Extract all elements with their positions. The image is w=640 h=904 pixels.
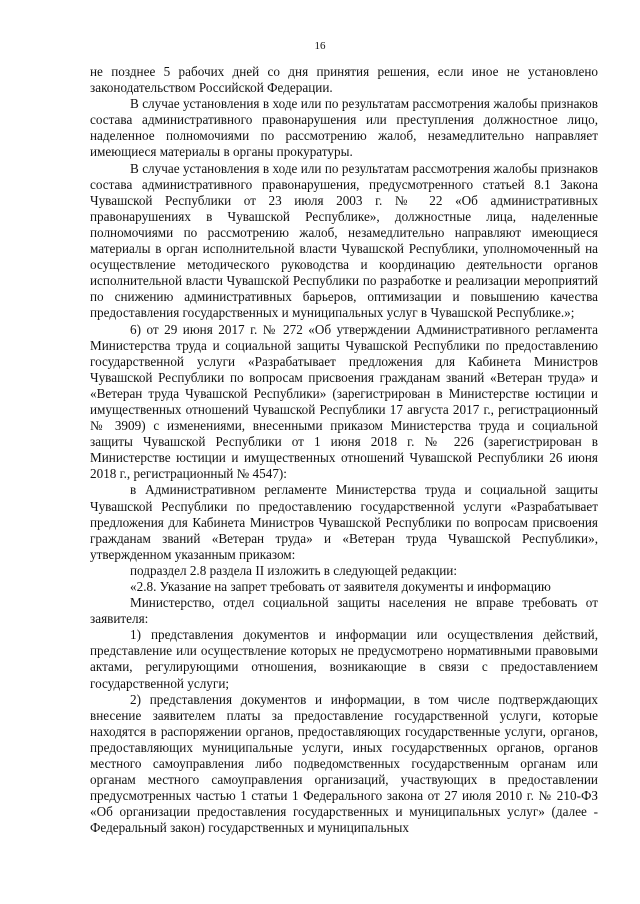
paragraph-regulation-amendment: в Административном регламенте Министерства труда и социальной защиты Чувашской Республики по предоставлению государственной услуги «Разрабатывает предложения для Кабинета Министров Чувашской Республики по вопросам присвоения гражданам званий «Ветеран труда» и «Ветеран труда Чувашской Республики», утвержденном указанным приказом: bbox=[90, 482, 598, 562]
paragraph-subsection-instruction: подраздел 2.8 раздела II изложить в следующей редакции: bbox=[130, 562, 458, 578]
document-body bbox=[90, 64, 598, 837]
list-item-1: 1) представления документов и информации или осуществления действий, представление или осуществление которых не предусмотрено нормативными правовыми актами, регулирующими отношения, возникающие в связи с предоставлением государственной услуги; bbox=[90, 627, 598, 691]
paragraph-administrative-offense-referral: В случае установления в ходе или по результатам рассмотрения жалобы признаков состава административного правонарушения, предусмотренного статьей 8.1 Закона Чувашской Республики от 23 июля 2003 г. № 22 «Об административных правонарушениях в Чувашской Республике», должностные лица, наделенные полномочиями по рассмотрению жалоб, незамедлительно направляют имеющиеся материалы в орган исполнительной власти Чувашской Республики, уполномоченный на осуществление методического руководства и координацию деятельности органов исполнительной власти Чувашской Республики по разработке и реализации мероприятий по снижению административных барьеров, оптимизации и повышению качества предоставления государственных и муниципальных услуг в Чувашской Республике.»; bbox=[90, 160, 598, 321]
list-item-2: 2) представления документов и информации, в том числе подтверждающих внесение заявителем платы за предоставление государственной услуги, которые находятся в распоряжении органов, предоставляющих государственные услуги, органов, предоставляющих муниципальные услуги, иных государственных органов, органов местного самоуправления либо подведомственных государственным органам или органам местного самоуправления организаций, участвующих в предоставлении предусмотренных частью 1 статьи 1 Федерального закона от 27 июля 2010 г. № 210-ФЗ «Об организации предоставления государственных и муниципальных услуг» (далее - Федеральный закон) государственных и муниципальных bbox=[90, 691, 598, 836]
paragraph-prosecutor-referral: В случае установления в ходе или по результатам рассмотрения жалобы признаков состава административного правонарушения или преступления должностное лицо, наделенное полномочиями по рассмотрению жалоб, незамедлительно направляет имеющиеся материалы в органы прокуратуры. bbox=[90, 96, 598, 160]
section-heading-2-8: «2.8. Указание на запрет требовать от заявителя документы и информацию bbox=[130, 579, 551, 594]
paragraph-item-6: 6) от 29 июня 2017 г. № 272 «Об утверждении Административного регламента Министерства труда и социальной защиты Чувашской Республики по предоставлению государственной услуги «Разрабатывает предложения для Кабинета Министров Чувашской Республики по вопросам присвоения гражданам званий «Ветеран труда» и «Ветеран труда Чувашской Республики» (зарегистрирован в Министерстве юстиции и имущественных отношений Чувашской Республики 17 августа 2017 г., регистрационный № 3909) с изменениями, внесенными приказом Министерства труда и социальной защиты Чувашской Республики от 1 июня 2018 г. № 226 (зарегистрирован в Министерстве юстиции и имущественных отношений Чувашской Республики 26 июня 2018 г., регистрационный № 4547): bbox=[90, 321, 598, 482]
paragraph-continuation: не позднее 5 рабочих дней со дня принятия решения, если иное не установлено законодательством Российской Федерации. bbox=[90, 64, 598, 96]
page-number: 16 bbox=[314, 40, 326, 52]
paragraph-prohibition-intro: Министерство, отдел социальной защиты населения не вправе требовать от заявителя: bbox=[90, 595, 598, 627]
